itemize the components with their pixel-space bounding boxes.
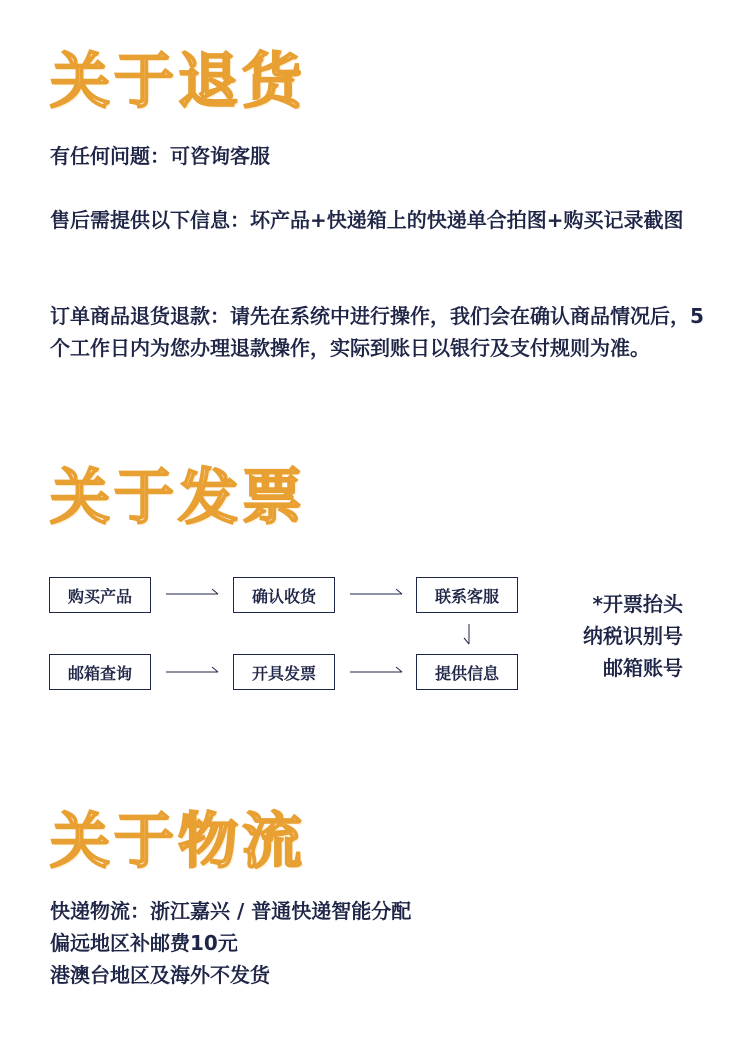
logistics-title: 关于物流 [50, 807, 306, 877]
logistics-courier-text: 快递物流：浙江嘉兴 / 普通快递智能分配 [50, 899, 412, 923]
invoice-title: 关于发票 [50, 463, 306, 533]
note-invoice-header: *开票抬头 [592, 592, 683, 616]
arrow-right-icon [166, 666, 220, 678]
returns-info-text: 售后需提供以下信息：坏产品+快递箱上的快递单合拍图+购买记录截图 [50, 208, 684, 232]
returns-title: 关于退货 [50, 47, 306, 117]
flow-step-issue: 开具发票 [233, 654, 335, 690]
arrow-down-icon [463, 624, 475, 646]
flow-step-email: 邮箱查询 [49, 654, 151, 690]
arrow-right-icon [350, 588, 404, 600]
logistics-no-ship-text: 港澳台地区及海外不发货 [50, 963, 270, 987]
flow-step-buy: 购买产品 [49, 577, 151, 613]
flow-step-provide: 提供信息 [416, 654, 518, 690]
flow-step-confirm: 确认收货 [233, 577, 335, 613]
invoice-required-info [583, 588, 683, 684]
arrow-right-icon [350, 666, 404, 678]
returns-contact-text: 有任何问题：可咨询客服 [50, 144, 270, 168]
returns-refund-text: 订单商品退货退款：请先在系统中进行操作，我们会在确认商品情况后，5个工作日内为您办理退款操作，实际到账日以银行及支付规则为准。 [50, 304, 704, 360]
note-email-account: 邮箱账号 [603, 656, 683, 680]
note-tax-id: 纳税识别号 [583, 624, 683, 648]
logistics-remote-fee-text: 偏远地区补邮费10元 [50, 931, 238, 955]
arrow-right-icon [166, 588, 220, 600]
flow-step-contact: 联系客服 [416, 577, 518, 613]
